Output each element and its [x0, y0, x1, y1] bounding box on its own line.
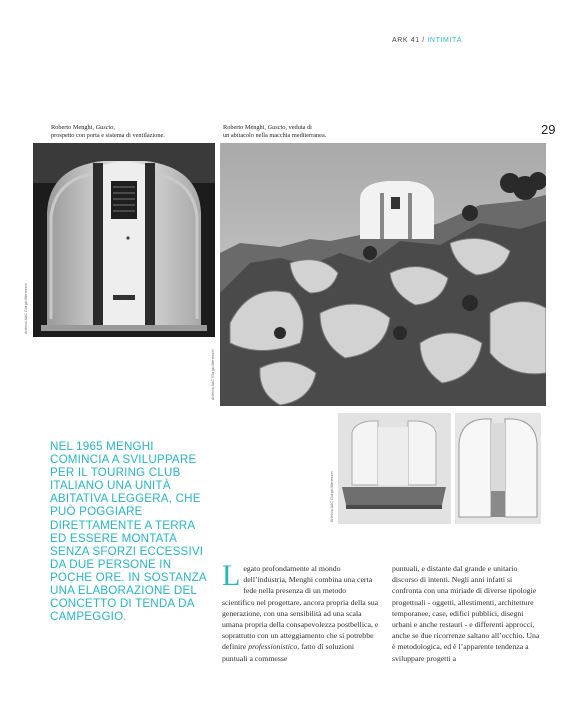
body-text-1a: egato profondamente al mondo dell’industria, Menghi combina una certa fede nella presenza di un metodo scientifico nel progettare, ancora propria della sua generazione, con una sensibilità ad una scala umana propria della consapevolezza postbellica, e soprattutto con un atteggiamento che si potrebbe definire: [222, 564, 379, 652]
photo-shell-halves: [455, 413, 541, 524]
photo-shell-open: [338, 413, 451, 524]
body-column-1: [222, 559, 380, 664]
photo-shell-front: [33, 143, 215, 337]
caption-right: [223, 124, 423, 140]
caption-left-desc: prospetto con porta e sistema di ventilazione.: [51, 132, 165, 139]
photo-credit-1: Archivio AAC Giorgio Menessini: [24, 283, 28, 334]
section-name: INTIMITÀ: [427, 37, 463, 44]
caption-right-author: Roberto Menghi,: [223, 124, 268, 131]
body-column-2: [392, 563, 542, 664]
drop-cap: L: [222, 559, 241, 592]
body-text-1-italic: professionistico: [248, 642, 298, 652]
caption-left-title: Guscio: [95, 124, 114, 131]
photo-shell-landscape: [220, 143, 546, 406]
caption-left: [51, 124, 211, 140]
photo-credit-3: Archivio AAC Giorgio Menessini: [330, 471, 334, 522]
running-header: [392, 37, 462, 44]
shell-open-illustration: [338, 413, 451, 524]
shell-halves-illustration: [455, 413, 541, 524]
caption-right-desc: un abitacolo nella macchia mediterranea.: [223, 132, 327, 139]
landscape-illustration: [220, 143, 546, 406]
shell-front-illustration: [33, 143, 215, 337]
page-number: 29: [541, 122, 556, 137]
caption-right-title: Guscio: [267, 124, 286, 131]
caption-right-suffix: , veduta di: [285, 124, 312, 131]
body-text-2: puntuali, e distante dal grande e unitario discorso di intenti. Negli anni infatti si confronta con una miriade di diverse tipologie progettuali - oggetti, allestimenti, architetture temporanee, case, edifici pubblici, disegni urbani e anche restauri - e differenti approcci, anche se due ricorrenze saltano all’occhio. Una è metodologica, ed è l’apparente tendenza a sviluppare progetti a: [392, 564, 540, 663]
pull-quote: NEL 1965 MENGHI COMINCIA A SVILUPPARE PER IL TOURING CLUB ITALIANO UNA UNITÀ ABITATIVA LEGGERA, CHE PUÒ POGGIARE DIRETTAMENTE A TERRA ED ESSERE MONTATA SENZA SFORZI ECCESSIVI DA DUE PERSONE IN POCHE ORE. IN SOSTANZA UNA ELABORAZIONE DEL CONCETTO DI TENDA DA CAMPEGGIO.: [50, 440, 207, 624]
photo-credit-2: Archivio AAC Giorgio Menessini: [211, 349, 215, 400]
body-text-1b: , fatto di soluzioni puntuali a commesse: [222, 642, 355, 663]
header-separator: /: [419, 37, 428, 44]
magazine-name: ARK 41: [392, 37, 420, 44]
caption-left-author: Roberto Menghi,: [51, 124, 96, 131]
caption-left-suffix: ,: [113, 124, 116, 131]
